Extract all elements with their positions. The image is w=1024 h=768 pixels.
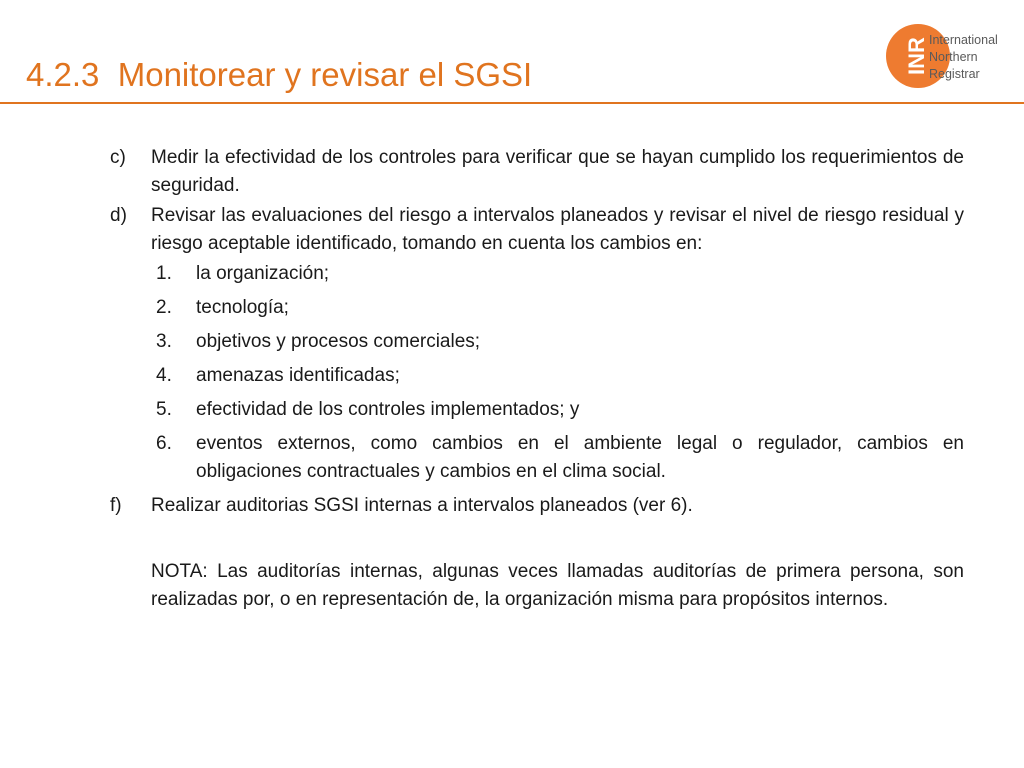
sub-item-2 — [110, 294, 964, 322]
item-text: Medir la efectividad de los controles para verificar que se hayan cumplido los requerimientos de seguridad. — [151, 147, 964, 196]
sub-item-marker: 3. — [156, 331, 172, 352]
sub-item-5 — [110, 396, 964, 424]
sub-item-3 — [110, 328, 964, 356]
slide-title: 4.2.3 Monitorear y revisar el SGSI — [26, 56, 533, 93]
item-marker: c) — [110, 147, 126, 168]
sub-item-marker: 1. — [156, 263, 172, 284]
sub-item-marker: 2. — [156, 297, 172, 318]
sub-item-text: objetivos y procesos comerciales; — [196, 331, 481, 352]
logo-line-1: International — [929, 33, 998, 47]
logo-line-2: Northern — [929, 50, 978, 64]
logo-initials: INR — [904, 37, 929, 75]
sub-item-text: efectividad de los controles implementados; y — [196, 399, 580, 420]
list-item-c — [110, 144, 964, 200]
title-divider — [0, 102, 1024, 104]
logo-text — [929, 32, 998, 83]
sub-item-text: tecnología; — [196, 297, 289, 318]
sub-item-text: la organización; — [196, 263, 330, 284]
list-item-d — [110, 202, 964, 258]
sub-item-marker: 6. — [156, 433, 172, 454]
sub-item-text: eventos externos, como cambios en el ambiente legal o regulador, cambios en obligaciones contractuales y cambios en el clima social. — [196, 433, 964, 482]
sub-item-marker: 5. — [156, 399, 172, 420]
logo-line-3: Registrar — [929, 67, 980, 81]
item-text: Realizar auditorias SGSI internas a intervalos planeados (ver 6). — [151, 495, 693, 516]
sub-item-text: amenazas identificadas; — [196, 365, 400, 386]
note-paragraph: NOTA: Las auditorías internas, algunas veces llamadas auditorías de primera persona, son realizadas por, o en representación de, la organización misma para propósitos internos. — [151, 561, 964, 610]
item-marker: d) — [110, 205, 127, 226]
item-marker: f) — [110, 495, 122, 516]
sub-item-6 — [110, 430, 964, 486]
sub-item-4 — [110, 362, 964, 390]
item-text: Revisar las evaluaciones del riesgo a intervalos planeados y revisar el nivel de riesgo residual y riesgo aceptable identificado, tomando en cuenta los cambios en: — [151, 205, 964, 254]
slide-content — [110, 144, 964, 614]
inr-logo — [886, 24, 1016, 92]
list-item-f — [110, 492, 964, 520]
sub-item-1 — [110, 260, 964, 288]
sub-item-marker: 4. — [156, 365, 172, 386]
